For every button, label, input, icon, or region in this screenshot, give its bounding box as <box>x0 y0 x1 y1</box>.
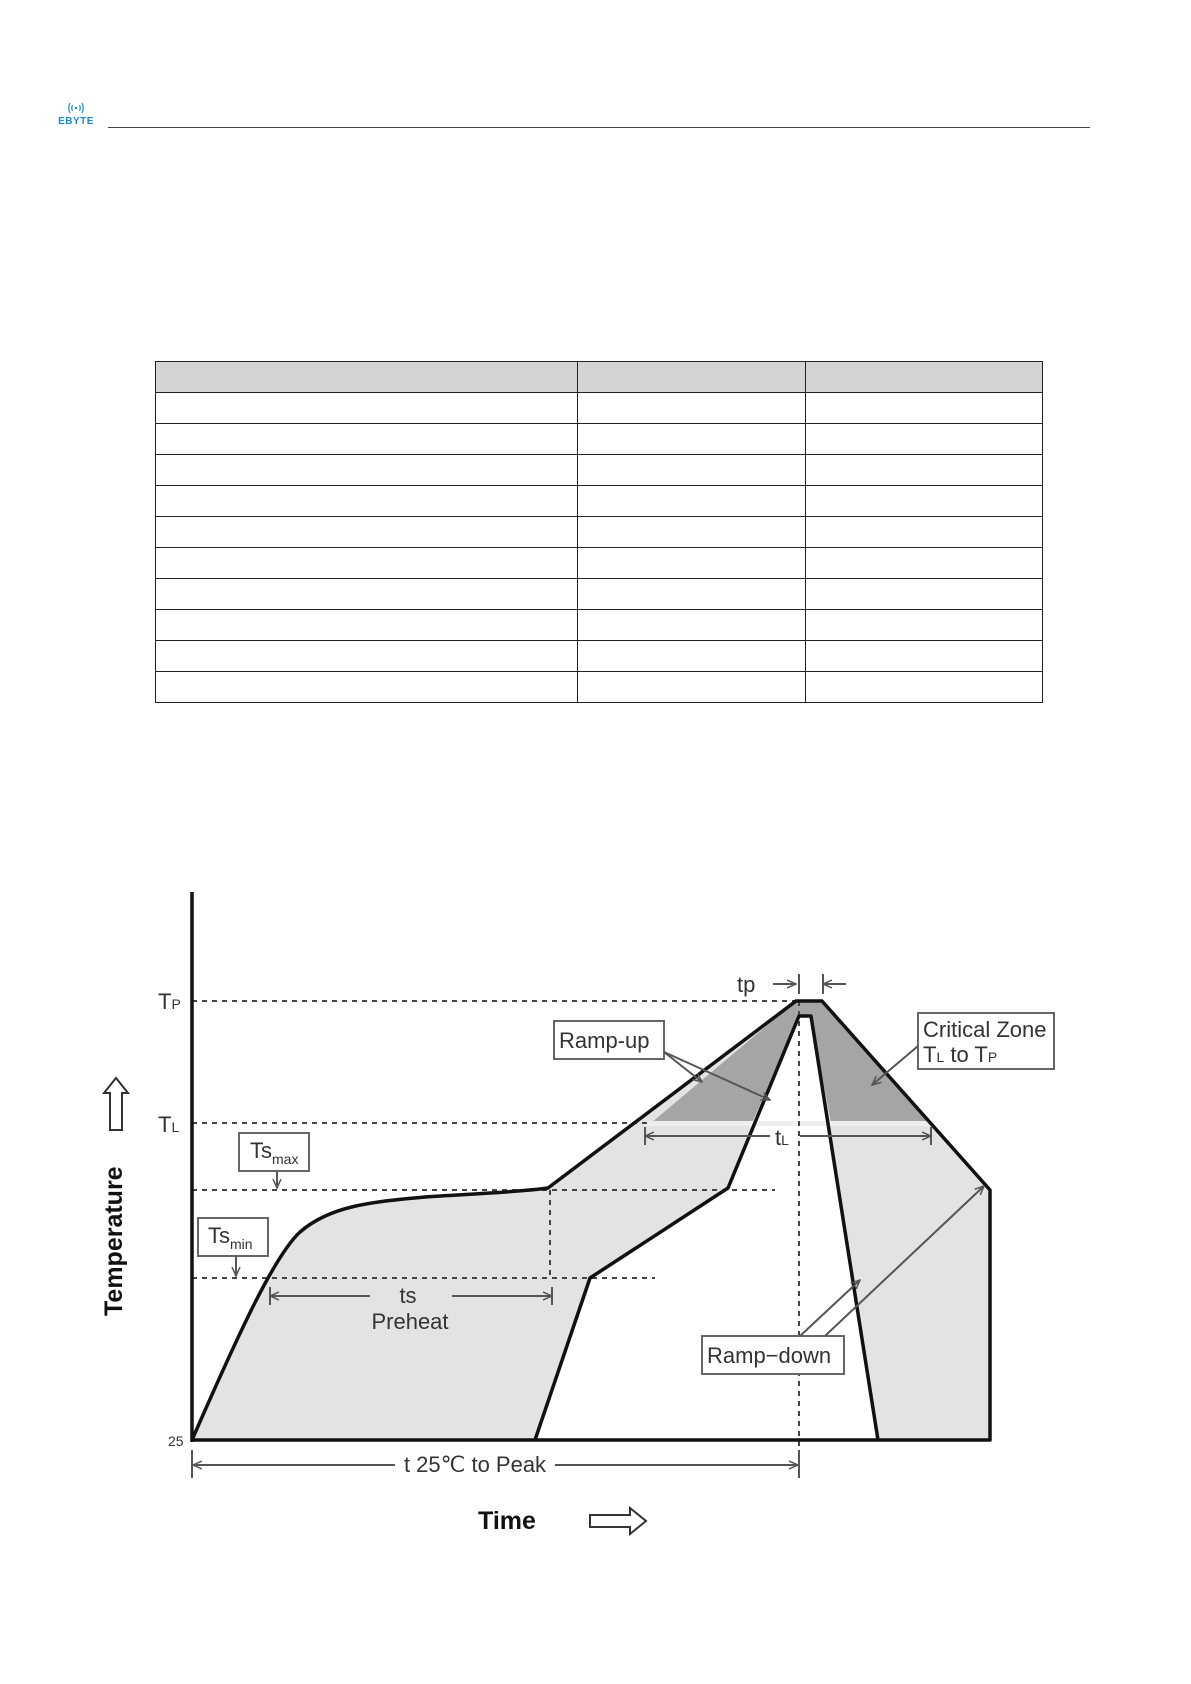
wifi-signal-icon <box>69 103 84 113</box>
table-cell <box>578 548 806 579</box>
table-cell <box>806 517 1043 548</box>
table-cell <box>806 455 1043 486</box>
table-cell <box>578 455 806 486</box>
table-row <box>156 548 1043 579</box>
table-cell <box>156 610 578 641</box>
reflow-parameter-table <box>155 361 1043 703</box>
table-header-cell <box>578 362 806 393</box>
critical-zone-line1: Critical Zone <box>923 1017 1047 1042</box>
table-cell <box>156 672 578 703</box>
tp-level-label: TP <box>158 989 181 1014</box>
table-cell <box>578 424 806 455</box>
critical-zone-fill <box>651 1001 930 1123</box>
y-axis-label: Temperature <box>100 1166 128 1316</box>
table-header-cell <box>156 362 578 393</box>
table-cell <box>578 579 806 610</box>
table-cell <box>578 672 806 703</box>
ramp-down-label: Ramp−down <box>707 1343 832 1368</box>
tl-level-label: TL <box>158 1112 180 1137</box>
table-cell <box>578 610 806 641</box>
critical-zone-line2: TL to TP <box>923 1042 998 1067</box>
reflow-profile-diagram <box>0 870 1191 1570</box>
preheat-label: Preheat <box>371 1309 449 1334</box>
table-row <box>156 610 1043 641</box>
table-cell <box>578 486 806 517</box>
table-cell <box>156 579 578 610</box>
header-divider <box>108 127 1090 128</box>
origin-label: 25 <box>168 1433 184 1449</box>
table-cell <box>806 579 1043 610</box>
table-cell <box>806 610 1043 641</box>
table-row <box>156 486 1043 517</box>
table-cell <box>806 424 1043 455</box>
table-cell <box>806 672 1043 703</box>
ts-max-label: $Ts_{max}$ <box>250 1138 299 1167</box>
table-row <box>156 517 1043 548</box>
ts-min-label: $Ts_{min}$ <box>208 1223 253 1252</box>
ebyte-logo-text: EBYTE <box>58 116 94 127</box>
table-cell <box>156 517 578 548</box>
tl-band <box>645 1121 931 1126</box>
table-row <box>156 393 1043 424</box>
table-cell <box>578 517 806 548</box>
table-cell <box>806 641 1043 672</box>
table-cell <box>156 393 578 424</box>
to-peak-label: t 25℃ to Peak <box>403 1452 547 1477</box>
ramp-up-label: Ramp-up <box>559 1028 650 1053</box>
table-cell <box>156 455 578 486</box>
table-cell <box>578 393 806 424</box>
table-row <box>156 455 1043 486</box>
table-row <box>156 579 1043 610</box>
table-cell <box>806 486 1043 517</box>
table-row <box>156 672 1043 703</box>
up-arrow-icon <box>104 1078 128 1130</box>
table-cell <box>156 548 578 579</box>
table-header-row <box>156 362 1043 393</box>
x-axis-label: Time <box>478 1507 536 1535</box>
tp-duration-label: tp <box>737 972 756 997</box>
right-arrow-icon <box>590 1508 646 1534</box>
ts-duration-label: ts <box>399 1283 417 1308</box>
tl-duration-label: tL <box>775 1125 789 1150</box>
ebyte-logo <box>52 100 100 130</box>
table-header-cell <box>806 362 1043 393</box>
table-cell <box>156 641 578 672</box>
ramp-down-arrow-1 <box>800 1280 860 1336</box>
table-cell <box>156 486 578 517</box>
table-cell <box>156 424 578 455</box>
table-cell <box>806 548 1043 579</box>
table-row <box>156 641 1043 672</box>
table-cell <box>806 393 1043 424</box>
table-row <box>156 424 1043 455</box>
table-cell <box>578 641 806 672</box>
